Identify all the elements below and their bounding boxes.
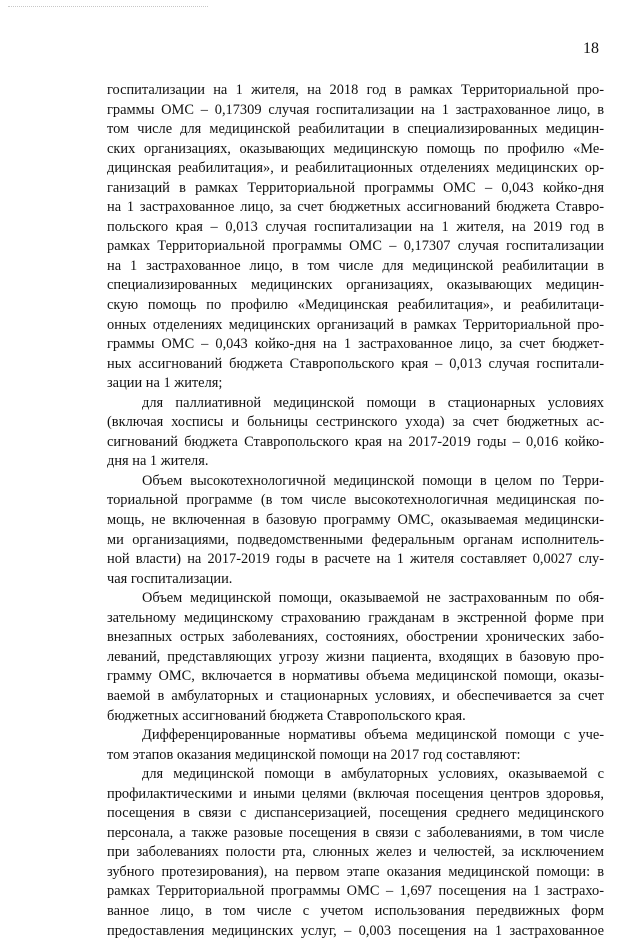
text-line: зательному медицинскому страхованию гражданам в экстренной форме при [107, 609, 604, 626]
text-line: бюджетных ассигнований бюджета Ставропольского края. [107, 707, 466, 724]
paragraph-first-line: Объем высокотехнологичной медицинской помощи в целом по Терри- [142, 472, 604, 489]
text-line: ганизаций в рамках Территориальной программы ОМС – 0,043 койко-дня [107, 179, 604, 196]
text-line: онных отделениях медицинских организаций в рамках Территориальной про- [107, 316, 604, 333]
text-line: ских организациях, оказывающих медицинскую помощь по профилю «Ме- [107, 140, 604, 157]
text-line: госпитализации на 1 жителя, на 2018 год в рамках Территориальной про- [107, 82, 604, 98]
text-line: рамках Территориальной программы ОМС – 1,697 посещения на 1 застрахо- [107, 883, 604, 900]
paragraph-first-line: для паллиативной медицинской помощи в стационарных условиях [142, 394, 604, 411]
paragraph-first-line: Объем медицинской помощи, оказываемой не застрахованным по обя- [142, 590, 604, 607]
top-rule [8, 6, 208, 7]
text-line: граммы ОМС – 0,043 койко-дня на 1 застрахованное лицо, за счет бюджет- [107, 336, 604, 353]
text-line: дня на 1 жителя. [107, 453, 209, 470]
text-line: ми организациями, подведомственными федеральным органам исполнитель- [107, 531, 604, 548]
text-line: польского края – 0,013 случая госпитализации на 1 жителя, на 2019 год в [107, 218, 604, 235]
text-line: чая госпитализации. [107, 570, 233, 587]
text-line: ванное лицо, в том числе с учетом использования передвижных форм [107, 902, 604, 919]
text-line: профилактическими и иными целями (включая посещения центров здоровья, [107, 785, 604, 802]
paragraph-first-line: Дифференцированные нормативы объема медицинской помощи с уче- [142, 727, 604, 744]
text-line: ной власти) на 2017-2019 годы в расчете на 1 жителя составляет 0,0027 слу- [107, 551, 604, 568]
text-line: внезапных острых заболеваниях, состояниях, обострении хронических забо- [107, 629, 604, 646]
paragraph-first-line: для медицинской помощи в амбулаторных условиях, оказываемой с [142, 766, 604, 783]
text-line: дицинская реабилитация», и реабилитационных отделениях медицинских ор- [107, 160, 604, 177]
text-line: на 1 застрахованное лицо, за счет бюджетных ассигнований бюджета Ставро- [107, 199, 604, 216]
text-line: грамму ОМС, включается в нормативы объема медицинской помощи, оказы- [107, 668, 604, 685]
text-line: ваемой в амбулаторных и стационарных условиях, и обеспечивается за счет [107, 687, 604, 704]
text-line: посещения в связи с диспансеризацией, посещения среднего медицинского [107, 805, 604, 822]
text-line: при заболеваниях полости рта, слюнных желез и челюстей, за исключением [107, 844, 604, 861]
text-line: зации на 1 жителя; [107, 375, 223, 392]
text-line: сигнований бюджета Ставропольского края на 2017-2019 годы – 0,016 койко- [107, 433, 604, 450]
text-line: (включая хосписы и больницы сестринского ухода) за счет бюджетных ас- [107, 414, 604, 431]
text-line: мощь, не включенная в базовую программу ОМС, оказываемая медицински- [107, 512, 604, 529]
text-line: на 1 застрахованное лицо, в том числе для медицинской реабилитации в [107, 257, 604, 274]
text-line: персонала, а также разовые посещения в связи с заболеваниями, в том числе [107, 824, 604, 841]
text-line: ториальной программе (в том числе высокотехнологичная медицинская по- [107, 492, 604, 509]
page-number: 18 [583, 40, 599, 57]
text-line: скую помощь по профилю «Медицинская реабилитация», и реабилитаци- [107, 297, 604, 314]
text-line: том этапов оказания медицинской помощи на 2017 год составляют: [107, 746, 521, 763]
text-line: ных ассигнований бюджета Ставропольского края – 0,013 случая госпитали- [107, 355, 604, 372]
text-line: том числе для медицинской реабилитации в специализированных медицин- [107, 121, 604, 138]
text-line: специализированных медицинских организациях, оказывающих медицин- [107, 277, 604, 294]
text-line: рамках Территориальной программы ОМС – 0,17307 случая госпитализации [107, 238, 604, 255]
text-line: предоставления медицинских услуг, – 0,003 посещения на 1 застрахованное [107, 922, 604, 939]
text-line: граммы ОМС – 0,17309 случая госпитализации на 1 застрахованное лицо, в [107, 101, 604, 118]
document-body [107, 81, 604, 941]
text-line: зубного протезирования), на первом этапе оказания медицинской помощи: в [107, 863, 604, 880]
text-line: леваний, представляющих угрозу жизни пациента, входящих в базовую про- [107, 648, 604, 665]
